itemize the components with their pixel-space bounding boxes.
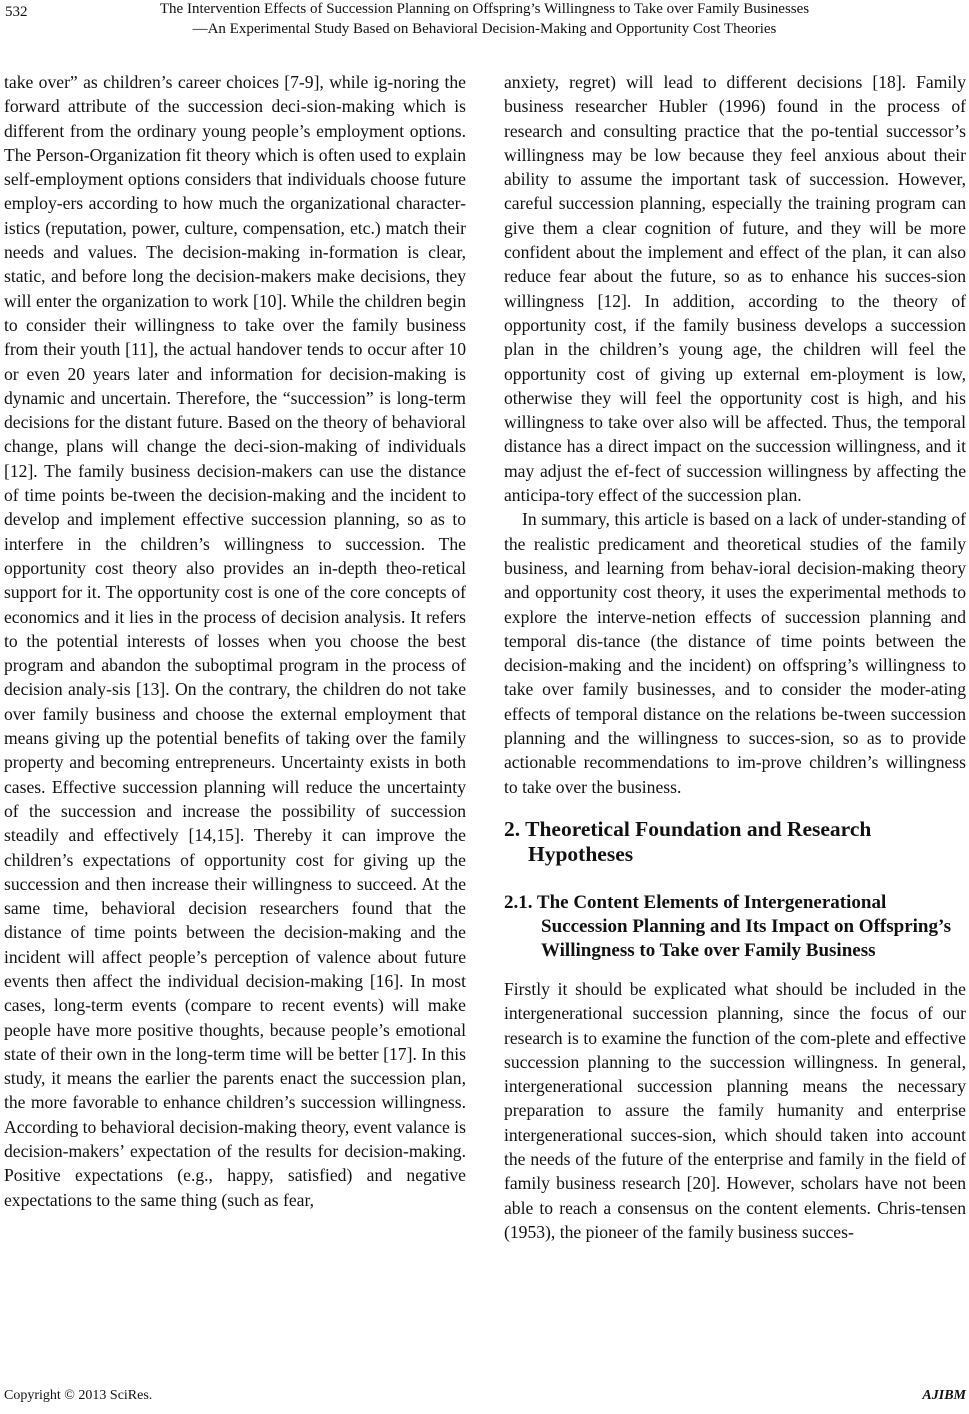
running-title-line1: The Intervention Effects of Succession Planning on Offspring’s Willingness to Take over Family Businesses [159, 1, 810, 17]
body-paragraph: In summary, this article is based on a lack of under-standing of the realistic predicament and theoretical studies of the family business, and learning from behav-ioral decision-making theory and opportunity cost theory, it uses the experimental methods to explore the interve-netion effects of succession planning and temporal dis-tance (the distance of time points between the decision-making and the incident) on offspring’s willingness to take over family businesses, and to consider the moder-ating effects of temporal distance on the relations be-tween succession planning and the willingness to succes-sion, so as to provide actionable recommendations to im-prove children’s willingness to take over the business. [504, 509, 966, 797]
section-heading: 2. Theoretical Foundation and Research Hypotheses [504, 816, 872, 866]
copyright-notice: Copyright © 2013 SciRes. [4, 1388, 153, 1403]
journal-abbreviation: AJIBM [922, 1388, 966, 1403]
right-column [504, 70, 966, 1244]
page-header [0, 0, 969, 44]
left-column [4, 70, 466, 1212]
body-paragraph: anxiety, regret) will lead to different decisions [18]. Family business researcher Hubler (1996) found in the process of research and consulting practice that the po-tential successor’s willingness may be low because they feel anxious about their ability to assume the important task of succession. However, careful succession planning, especially the training program can give them a clear cognition of future, and they will be more confident about the implement and effect of the plan, it can also reduce fear about the future, so as to enhance his succes-sion willingness [12]. In addition, according to the theory of opportunity cost, if the family business develops a succession plan in the children’s young age, the children will feel the opportunity cost of giving up external em-ployment is low, otherwise they will feel the opportunity cost is high, and his willingness to take over also will be affected. Thus, the temporal distance has a direct impact on the succession willingness, and it may adjust the ef-fect of succession willingness by affecting the anticipa-tory effect of the succession plan. [504, 72, 966, 506]
body-paragraph: take over” as children’s career choices [7-9], while ig-noring the forward attribute of the succession deci-sion-making which is different from the ordinary young people’s employment options. The Person-Organization fit theory which is often used to explain self-employment options considers that individuals choose future employ-ers according to how much the organizational character-istics (reputation, power, culture, compensation, etc.) match their needs and values. The decision-making in-formation is clear, static, and before long the decision-makers make decisions, they will enter the organization to work [10]. While the children begin to consider their willingness to take over the family business from their youth [11], the actual handover tends to occur after 10 or even 20 years later and information for decision-making is dynamic and uncertain. Therefore, the “succession” is long-term decisions for the distant future. Based on the theory of behavioral change, plans will change the deci-sion-making of individuals [12]. The family business decision-makers can use the distance of time points be-tween the decision-making and the incident to develop and implement effective succession planning, so as to interfere in the children’s willingness to succession. The opportunity cost theory also provides an in-depth theo-retical support for it. The opportunity cost is one of the core concepts of economics and it lies in the process of decision analysis. It refers to the potential interests of losses when you choose the best program and abandon the suboptimal program in the process of decision analy-sis [13]. On the contrary, the children do not take over family business and choose the external employment that means giving up the potential benefits of taking over the family property and becoming entrepreneurs. Uncertainty exists in both cases. Effective succession planning will reduce the uncertainty of the succession and increase the possibility of succession steadily and effectively [14,15]. Thereby it can improve the children’s expectations of opportunity cost for giving up the succession and then increase their willingness to succeed. At the same time, behavioral decision researchers found that the distance of time points between the decision-making and the incident will affect people’s perception of valence about future events then affect the individual decision-making [16]. In most cases, long-term events (compare to recent events) will make people have more positive thoughts, because people’s emotional state of their own in the long-term time will be better [17]. In this study, it means the earlier the parents enact the succession plan, the more favorable to enhance children’s succession willingness. According to behavioral decision-making theory, event valance is decision-makers’ expectation of the results for decision-making. Positive expectations (e.g., happy, satisfied) and negative expectations to the same thing (such as fear, [4, 72, 466, 1210]
running-title-line2: —An Experimental Study Based on Behavioral Decision-Making and Opportunity Cost Theories [192, 21, 777, 37]
page-footer [4, 1388, 966, 1408]
body-paragraph: Firstly it should be explicated what should be included in the intergenerational succession planning, since the focus of our research is to examine the function of the com-plete and effective succession planning to the succession willingness. In general, intergenerational succession planning means the necessary preparation to assure the family humanity and enterprise intergenerational succes-sion, which should taken into account the needs of the future of the enterprise and family in the field of family business research [20]. However, scholars have not been able to reach a consensus on the content elements. Chris-tensen (1953), the pioneer of the family business succes- [504, 978, 966, 1242]
page-number: 532 [5, 4, 28, 20]
subsection-heading: 2.1. The Content Elements of Intergenerational Succession Planning and Its Impact on Offspring’s Willingness to Take over Family Business [504, 891, 951, 961]
